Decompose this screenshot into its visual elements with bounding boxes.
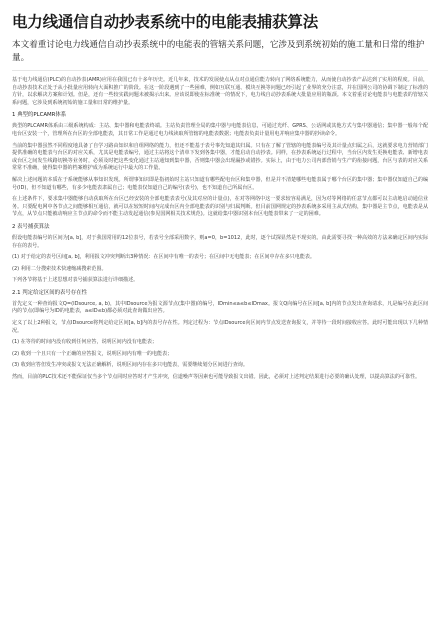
paragraph: 定义了以上2种报文，节点IDsource将判定给定区间[a, b]内的表号存在性。判定过程为：节点IDsource向区间内节点发送查询报文，并等待一段时间接收应答。此时可能出现以下几种情况。 bbox=[12, 320, 428, 334]
document-summary: 本文着重讨论电力线通信自动抄表系统中的电能表的管辖关系问题，它涉及到系统初始的施工量和日常的维护量。 bbox=[12, 40, 425, 63]
paragraph: 典型的PLCAMR体系由三级系统构成：主站、集中器和电能表终端。主站负责管理全局的集中器与电能表信息，可通过光纤、GPRS、公话网或其他方式与集中器通信；集中器一般每个配电台区安装一个，管理所在台区的全部电能表，其日常工作是通过电力线读取所管辖的电能表数据；电能表负责计量用电并响应集中器的抄读命令。 bbox=[12, 123, 428, 137]
section-heading: 2.1 判定给定区间的表号存在性 bbox=[12, 289, 87, 296]
paragraph: 基于电力线通信(PLC)的自动抄表(AMR)应用在我国已有十多年历史。近几年来，技术的发展使点从点对点通信能力转向了网络系统能力，从而使自动抄表产品达到了实用的程度。目前，自动抄表技术正处于从小批量应用转向大面积推广的阶段。在这一阶段遇到了一些困难，例如互联互通、模块互换等问题已经引起了业界的充分注意，并在国网公司的协调下制定了标准的方针，以求解决方案和计划。但是，还有一些较实践问题未被揭示出来。应该说即使在标准统一的情况下，电力线自动抄表系统大批量应用的瓶颈。本文着重讨论电能表与电能表的管辖关系问题，它涉及到系统初始的施工量和日常的维护量。 bbox=[12, 77, 428, 106]
paragraph: 下列各节将基于上述思想对表号捕获算法进行详细描述。 bbox=[12, 277, 139, 284]
section-heading: 2 表号捕获算法 bbox=[12, 223, 50, 230]
paragraph: 假设电能表编号的区间为[a, b]，对于我国常用的12位表号，若表号全部采用数字，则a=0，b=1012，此时，逐个试探显然是不现实的。由此需要寻找一种高效的方法来确定区间内实际存在的表号。 bbox=[12, 234, 428, 249]
paragraph: 解决上述问题的本质在于系统能够从事知识发现。所谓事知识即是指初始时主站只知道有哪些配电台区和集中器，但是并不清楚哪些电能表属于哪个台区的集中器；集中器仅知道自己的编号(ID)，但不知道有哪些，有多少电能表隶属自己；电能表仅知道自己的编号(表号)，也不知道自己所属台区。 bbox=[12, 176, 428, 191]
title-divider bbox=[12, 70, 428, 71]
bottom-fade bbox=[0, 586, 440, 620]
section-heading: 1 典型的PLCAMR体系 bbox=[12, 112, 67, 119]
document-title: 电力线通信自动抄表系统中的电能表捕获算法 bbox=[12, 13, 319, 31]
paragraph: 首先定义一种查询报文Q=(IDsource, a, b)，其中IDsource为报文源节点(集中器)的编号，IDmin≤a≤b≤IDmax。报文Q向编号在区间[a, b]内的节点发出查询请求，凡是编号在此区间内的节点(即编号为ID的电能表，a≤ID≤b)都必须对此查询做出应答。 bbox=[12, 300, 428, 315]
paragraph: (3) 收到应答但发生冲突或报文无法正确解析，说明区间内存在多只电能表，需要继续划分区间进行查询。 bbox=[12, 362, 248, 369]
paragraph: 当前的集中器虽然不同程度地具备了自学习路由知识和自组网络的能力，但还不能基于表号事先知道其归属。只有在了解了管辖的电能表编号及其计量点归属之后，这就要求电力营销部门提供准确的电能表与台区的对应关系，尤其是电能表编号，通过主站将这个清单下发到各集中器，才能启动自动抄表。同样，在抄表系统运行过程中，当台区内发生更换电能表、新增电表或台区之间发生线路切换等业务时，必须及时把这些变化通过主站通知到集中器，否则集中器会出现漏抄或错抄。实际上，由于电力公司内部营销与生产的衔接问题，台区与表的对应关系常常不准确，使得集中器的档案维护成为系统运行中最大的工作量。 bbox=[12, 142, 428, 172]
paragraph: (2) 利用二分搜索技术快速缩减搜索范围。 bbox=[12, 265, 107, 272]
paragraph: (2) 收到一个且只有一个正确的应答报文，说明区间内有唯一的电能表； bbox=[12, 350, 173, 357]
paragraph: (1) 在等待的时间内没有收到任何应答，说明区间内没有电能表； bbox=[12, 339, 158, 346]
paragraph: (1) 对于给定的表号区间[a, b]，利用报文冲突判断出3种情况：在区间中有唯一的表号；在区间中无电能表；在区间中存在多只电能表。 bbox=[12, 254, 315, 261]
paragraph: 然而，目前的PLC技术还不能保证仅当多个节点同时应答时才产生冲突，信道噪声等因素也可能导致报文出错。因此，必须对上述判定结果进行必要的确认处理，以提高算法的可靠性。 bbox=[12, 374, 421, 381]
paragraph: 在上述条件下，要求集中器能够自动获取所在台区已经安装的全部电能表表号(及其对应的计量点)，在对等网络中这一要求较容易满足，因为对等网络的任意节点都可以主动地启动通信业务。只要配电网中各节点之间能够相互通信，就可以在较短时间内完成台区内全部电能表的识别与归属判断。但目前国网规定的抄表系统多采用主从式结构，集中器是主节点，电能表是从节点，从节点只能被动响应主节点的命令而不能主动发起通信(参见国网相关技术规范)。这就给集中器识别本台区电能表带来了一定的困难。 bbox=[12, 196, 428, 218]
